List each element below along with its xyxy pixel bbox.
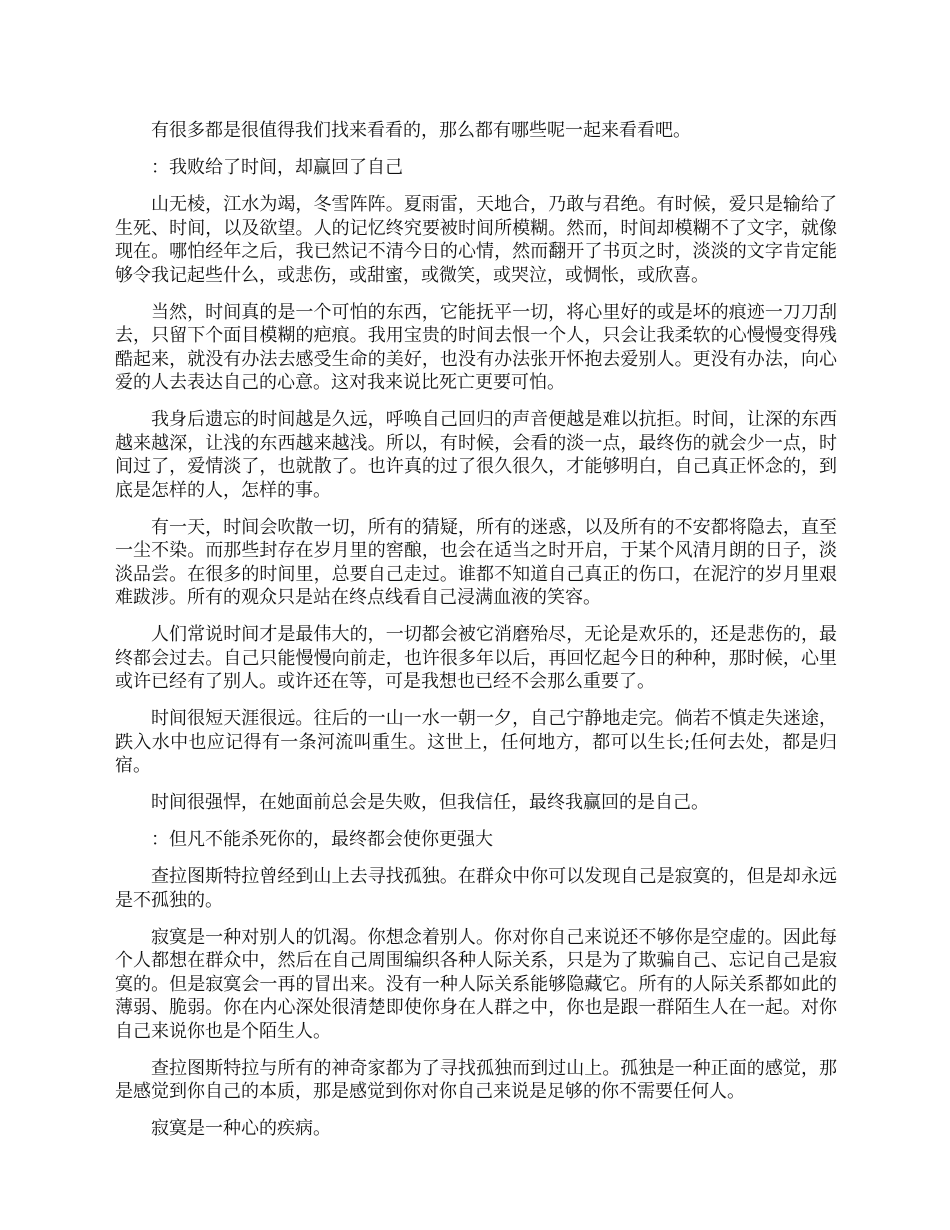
body-paragraph: 时间很短天涯很远。往后的一山一水一朝一夕，自己宁静地走完。倘若不慎走失迷途，跌入水中也应记得有一条河流叫重生。这世上，任何地方，都可以生长;任何去处，都是归宿。	[115, 708, 837, 776]
body-paragraph: 时间很强悍，在她面前总会是失败，但我信任，最终我赢回的是自己。	[151, 792, 709, 813]
body-paragraph: 查拉图斯特拉曾经到山上去寻找孤独。在群众中你可以发现自己是寂寞的，但是却永远是不孤独的。	[115, 866, 837, 911]
document-body	[115, 119, 837, 1154]
body-paragraph: 当然，时间真的是一个可怕的东西，它能抚平一切，将心里好的或是坏的痕迹一刀刀刮去，只留下个面目模糊的疤痕。我用宝贵的时间去恨一个人，只会让我柔软的心慢慢变得残酷起来，就没有办法去感受生命的美好，也没有办法张开怀抱去爱别人。更没有办法，向心爱的人去表达自己的心意。这对我来说比死亡更要可怕。	[115, 301, 837, 393]
body-paragraph: 我身后遗忘的时间越是久远，呼唤自己回归的声音便越是难以抗拒。时间，让深的东西越来越深，让浅的东西越来越浅。所以，有时候，会看的淡一点，最终伤的就会少一点，时间过了，爱情淡了，也就散了。也许真的过了很久很久，才能够明白，自己真正怀念的，到底是怎样的人，怎样的事。	[115, 409, 837, 501]
body-paragraph: 查拉图斯特拉与所有的神奇家都为了寻找孤独而到过山上。孤独是一种正面的感觉，那是感觉到你自己的本质，那是感觉到你对你自己来说是足够的你不需要任何人。	[115, 1057, 837, 1102]
section-heading-2: ：但凡不能杀死你的，最终都会使你更强大	[151, 829, 493, 850]
body-paragraph: 寂寞是一种心的疾病。	[151, 1118, 331, 1139]
body-paragraph: 有一天，时间会吹散一切，所有的猜疑，所有的迷惑，以及所有的不安都将隐去，直至一尘不染。而那些封存在岁月里的窖酿，也会在适当之时开启，于某个风清月朗的日子，淡淡品尝。在很多的时间里，总要自己走过。谁都不知道自己真正的伤口，在泥泞的岁月里艰难跋涉。所有的观众只是站在终点线看自己浸满血液的笑容。	[115, 516, 837, 608]
intro-paragraph: 有很多都是很值得我们找来看看的，那么都有哪些呢一起来看看吧。	[151, 120, 691, 141]
body-paragraph: 人们常说时间才是最伟大的，一切都会被它消磨殆尽，无论是欢乐的，还是悲伤的，最终都会过去。自己只能慢慢向前走，也许很多年以后，再回忆起今日的种种，那时候，心里或许已经有了别人。或许还在等，可是我想也已经不会那么重要了。	[115, 624, 837, 692]
section-heading-1: ：我败给了时间，却赢回了自己	[151, 157, 403, 178]
body-paragraph: 寂寞是一种对别人的饥渴。你想念着别人。你对你自己来说还不够你是空虚的。因此每个人都想在群众中，然后在自己周围编织各种人际关系，只是为了欺骗自己、忘记自己是寂寞的。但是寂寞会一再的冒出来。没有一种人际关系能够隐藏它。所有的人际关系都如此的薄弱、脆弱。你在内心深处很清楚即使你身在人群之中，你也是跟一群陌生人在一起。对你自己来说你也是个陌生人。	[115, 926, 837, 1042]
body-paragraph: 山无棱，江水为竭，冬雪阵阵。夏雨雷，天地合，乃敢与君绝。有时候，爱只是输给了生死、时间，以及欲望。人的记忆终究要被时间所模糊。然而，时间却模糊不了文字，就像现在。哪怕经年之后，我已然记不清今日的心情，然而翻开了书页之时，淡淡的文字肯定能够令我记起些什么，或悲伤，或甜蜜，或微笑，或哭泣，或惆怅，或欣喜。	[115, 194, 837, 286]
